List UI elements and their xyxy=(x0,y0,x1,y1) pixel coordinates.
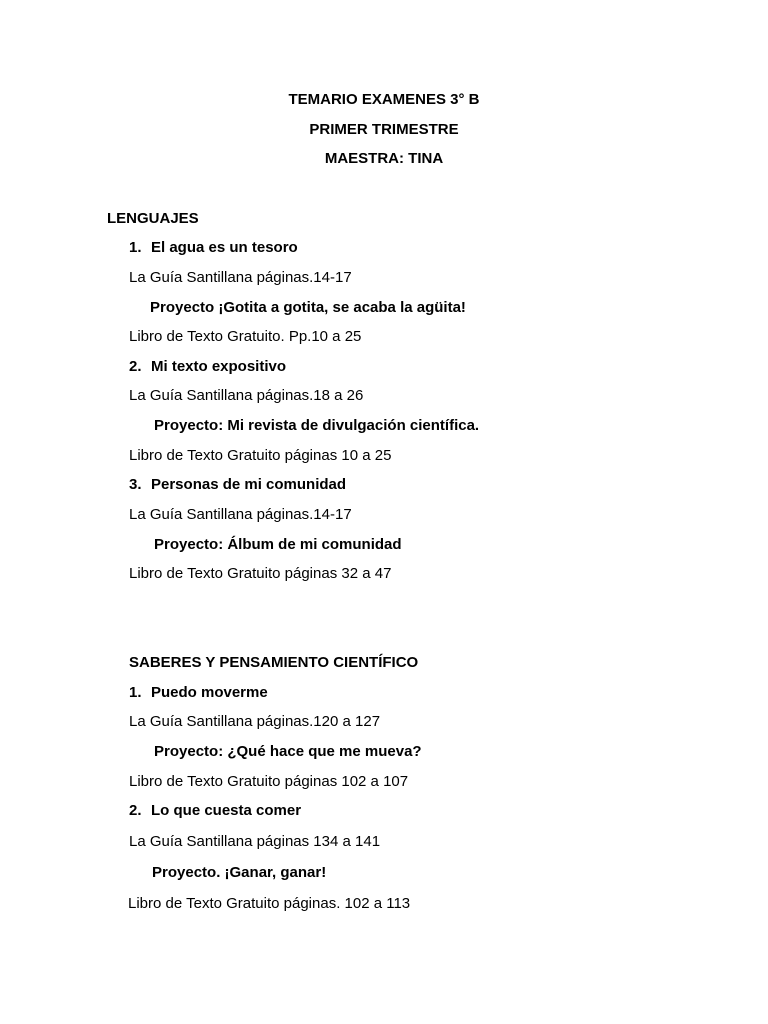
topic-number: 2. xyxy=(129,358,142,375)
guide-pages: La Guía Santillana páginas 134 a 141 xyxy=(129,833,381,850)
project-name: Proyecto: ¿Qué hace que me mueva? xyxy=(154,743,422,760)
topic-title xyxy=(129,684,268,702)
textbook-pages: Libro de Texto Gratuito. Pp.10 a 25 xyxy=(129,328,362,345)
textbook-pages: Libro de Texto Gratuito páginas 32 a 47 xyxy=(129,565,392,582)
project-name: Proyecto. ¡Ganar, ganar! xyxy=(152,864,327,881)
topic-title-text: Puedo moverme xyxy=(151,684,268,701)
guide-pages: La Guía Santillana páginas.14-17 xyxy=(129,506,352,523)
project-name: Proyecto ¡Gotita a gotita, se acaba la agüita! xyxy=(150,299,466,316)
term-heading: PRIMER TRIMESTRE xyxy=(309,121,459,138)
textbook-pages: Libro de Texto Gratuito páginas 10 a 25 xyxy=(129,447,392,464)
topic-number: 2. xyxy=(129,802,142,819)
project-name: Proyecto: Álbum de mi comunidad xyxy=(154,536,402,553)
project-name: Proyecto: Mi revista de divulgación científica. xyxy=(154,417,480,434)
section-heading-lenguajes: LENGUAJES xyxy=(107,210,199,227)
topic-title xyxy=(129,802,301,820)
teacher-heading: MAESTRA: TINA xyxy=(324,150,444,167)
topic-title xyxy=(129,476,346,494)
topic-title-text: Personas de mi comunidad xyxy=(151,476,347,493)
topic-number: 1. xyxy=(129,239,142,256)
topic-title xyxy=(129,239,298,257)
topic-title xyxy=(129,358,286,376)
guide-pages: La Guía Santillana páginas.120 a 127 xyxy=(129,713,381,730)
topic-number: 1. xyxy=(129,684,142,701)
document-title: TEMARIO EXAMENES 3° B xyxy=(288,91,480,108)
textbook-pages: Libro de Texto Gratuito páginas 102 a 107 xyxy=(129,773,409,790)
topic-title-text: Mi texto expositivo xyxy=(151,358,287,375)
textbook-pages: Libro de Texto Gratuito páginas. 102 a 113 xyxy=(128,895,411,912)
section-heading-saberes: SABERES Y PENSAMIENTO CIENTÍFICO xyxy=(129,654,419,671)
topic-title-text: El agua es un tesoro xyxy=(151,239,298,256)
topic-title-text: Lo que cuesta comer xyxy=(151,802,302,819)
guide-pages: La Guía Santillana páginas.18 a 26 xyxy=(129,387,364,404)
topic-number: 3. xyxy=(129,476,142,493)
guide-pages: La Guía Santillana páginas.14-17 xyxy=(129,269,352,286)
